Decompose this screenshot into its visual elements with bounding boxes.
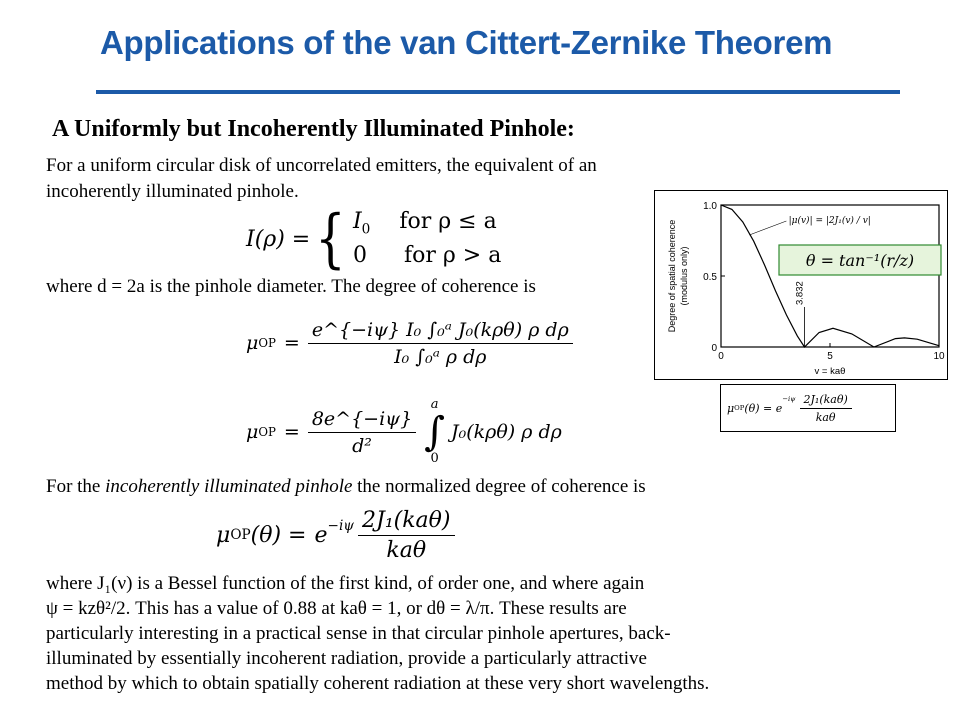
eq-intensity-brace: { — [315, 202, 346, 276]
para3-italic: incoherently illuminated pinhole — [105, 476, 353, 497]
mubox-numerator: 2J₁(kaθ) — [800, 393, 852, 409]
eq-mu3-lhs: μ — [216, 522, 231, 548]
mubox-denominator: kaθ — [815, 410, 836, 424]
mu-formula-box — [720, 384, 896, 432]
coherence-chart — [655, 191, 947, 379]
equation-mu-integral: μ OP = $\frac{8e\^{}\{-i\psi\}}{\text{d²}}$ a ∫ 0 J₀(kρθ) ρ dρ — [246, 397, 562, 466]
eq-case2-condition: for ρ > a — [403, 242, 502, 268]
section-heading: A Uniformly but Incoherently Illuminated Pinhole: — [52, 116, 575, 142]
eq-case2-value: 0 — [352, 242, 367, 268]
slide-title: Applications of the van Cittert-Zernike Theorem — [100, 24, 833, 61]
eq-mu2-sub: OP — [258, 425, 276, 439]
x-axis-label: v = kaθ — [814, 366, 846, 377]
equation-intensity — [246, 202, 502, 276]
y-tick-label: 0.5 — [703, 272, 717, 283]
eq-case1-value: I — [352, 209, 362, 235]
paragraph-coherence: where d = 2a is the pinhole diameter. The degree of coherence is — [46, 276, 536, 297]
coherence-curve — [721, 205, 939, 347]
paragraph-bessel-4: illuminated by essentially incoherent radiation, provide a particularly attractive — [46, 648, 647, 669]
eq-case1-condition: for ρ ≤ a — [399, 209, 497, 235]
eq-mu2-numerator: 8e^{−iψ} — [308, 408, 416, 433]
eq-intensity-lhs: I(ρ) = — [246, 226, 311, 252]
eq-mu2-upper: a — [430, 397, 439, 412]
intro-line-2: incoherently illuminated pinhole. — [46, 181, 299, 202]
integral-sign: ∫ — [424, 409, 446, 455]
mubox-sub: OP — [734, 404, 745, 412]
eq-mu2-integrand: J₀(kρθ) ρ dρ — [451, 421, 562, 443]
eq-mu2-lower: 0 — [430, 451, 439, 466]
eq-mu1-lhs: μ — [246, 332, 259, 354]
mubox-arg: (θ) = e — [744, 401, 783, 415]
formula-pointer — [749, 221, 786, 235]
eq-mu3-factor: e — [314, 522, 328, 548]
paragraph-bessel-2: ψ = kzθ²/2. This has a value of 0.88 at kaθ = 1, or dθ = λ/π. These results are — [46, 598, 627, 619]
eq-case1-sub: 0 — [361, 221, 371, 238]
y-tick-label: 0 — [711, 343, 717, 354]
x-tick-label: 0 — [718, 351, 724, 362]
eq-mu3-denominator: kaθ — [386, 537, 427, 563]
eq-mu1-numerator: e^{−iψ} I₀ ∫₀ᵃ J₀(kρθ) ρ dρ — [308, 319, 573, 344]
paragraph-incoherent — [46, 474, 646, 499]
equation-mu-theta — [216, 500, 455, 570]
y-axis-label-line2: (modulus only) — [679, 246, 689, 306]
paragraph-bessel-1: where J₁(ν) is a Bessel function of the first kind, of order one, and where again — [46, 573, 645, 594]
eq-mu3-sup: −iψ — [327, 518, 354, 534]
intro-line-1: For a uniform circular disk of uncorrelated emitters, the equivalent of an — [46, 155, 597, 176]
eq-mu3-arg: (θ) = — [250, 522, 307, 548]
chart-formula-annotation: |μ(v)| = |2J₁(v) / v| — [788, 216, 871, 226]
title-underline — [96, 90, 900, 94]
zero-marker-label: 3.832 — [794, 281, 806, 305]
eq-mu3-sub: OP — [230, 527, 251, 543]
eq-mu1-denominator: I₀ ∫₀ᵃ ρ dρ — [394, 345, 487, 368]
eq-mu1-sub: OP — [258, 336, 276, 350]
x-tick-label: 10 — [933, 351, 945, 362]
coherence-chart-panel — [654, 190, 948, 380]
y-tick-label: 1.0 — [703, 201, 717, 212]
plot-frame — [721, 205, 939, 347]
x-tick-label: 5 — [827, 351, 833, 362]
paragraph-bessel-3: particularly interesting in a practical sense in that circular pinhole apertures, back- — [46, 623, 671, 644]
mubox-sup: −iψ — [782, 395, 796, 403]
eq-mu2-lhs: μ — [246, 421, 259, 443]
para3-after: the normalized degree of coherence is — [352, 476, 646, 497]
y-axis-label-line1: Degree of spatial coherence — [667, 219, 677, 333]
eq-mu3-numerator: 2J₁(kaθ) — [358, 508, 455, 536]
equation-mu-ratio: μ OP = $\frac{\text{e\textasciicircum{}\{−iψ\} I₀ ∫₀ᵃ J₀(kρθ) ρ dρ}}{\text{I₀ ∫₀ᵃ ρ dρ}}$ — [246, 308, 573, 378]
eq-mu2-denominator: d² — [352, 434, 372, 457]
paragraph-bessel-5: method by which to obtain spatially coherent radiation at these very short wavelengths. — [46, 673, 710, 694]
theta-formula: θ = tan⁻¹(r/z) — [805, 251, 915, 270]
mubox-lhs: μ — [727, 401, 735, 415]
para3-before: For the — [46, 476, 106, 497]
